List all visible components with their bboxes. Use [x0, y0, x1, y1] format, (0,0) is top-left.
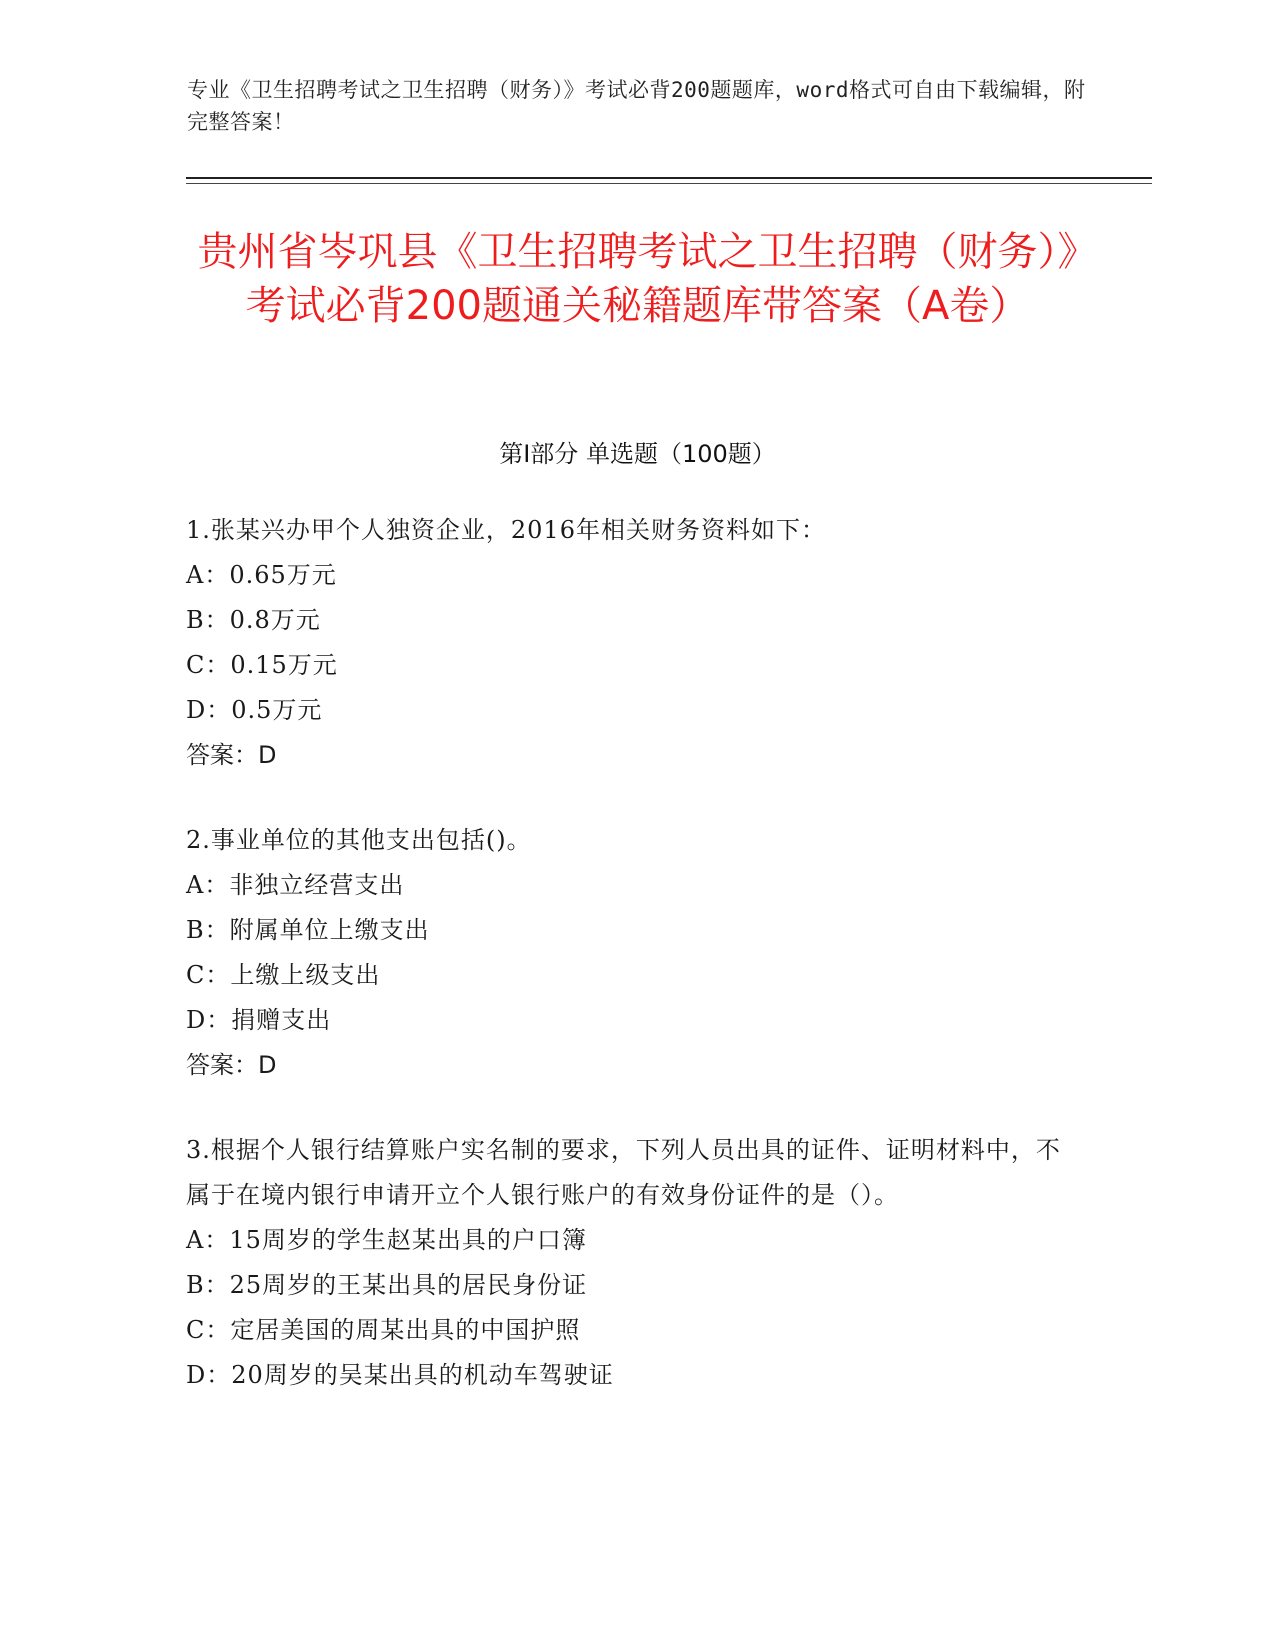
section-title: 第Ⅰ部分 单选题（100题）	[499, 440, 776, 468]
option-d: D：0.5万元	[186, 696, 323, 724]
option-c: C：上缴上级支出	[186, 961, 381, 989]
question-1	[186, 508, 1066, 778]
header-divider-thin	[186, 183, 1152, 184]
question-stem: 2.事业单位的其他支出包括()。	[186, 826, 532, 854]
document-title: 贵州省岑巩县《卫生招聘考试之卫生招聘（财务）》考试必背200题通关秘籍题库带答案（A卷）	[197, 229, 1078, 329]
question-stem: 1.张某兴办甲个人独资企业，2016年相关财务资料如下：	[186, 516, 826, 544]
question-2	[186, 818, 1066, 1088]
option-b: B：附属单位上缴支出	[186, 916, 430, 944]
option-c: C：0.15万元	[186, 651, 338, 679]
option-d: D：捐赠支出	[186, 1006, 332, 1034]
header-divider-thick	[186, 177, 1152, 179]
answer: 答案：D	[186, 741, 277, 769]
option-a: A：非独立经营支出	[186, 871, 405, 899]
answer: 答案：D	[186, 1051, 277, 1079]
option-a: A：15周岁的学生赵某出具的户口簿	[186, 1226, 587, 1254]
question-stem: 3.根据个人银行结算账户实名制的要求，下列人员出具的证件、证明材料中，不属于在境内银行申请开立个人银行账户的有效身份证件的是（）。	[186, 1136, 1061, 1209]
option-c: C：定居美国的周某出具的中国护照	[186, 1316, 581, 1344]
option-a: A：0.65万元	[186, 561, 337, 589]
option-d: D：20周岁的吴某出具的机动车驾驶证	[186, 1361, 614, 1389]
option-b: B：0.8万元	[186, 606, 321, 634]
header-note: 专业《卫生招聘考试之卫生招聘（财务）》考试必背200题题库，word格式可自由下载编辑，附完整答案！	[187, 78, 1086, 134]
question-3	[186, 1128, 1066, 1398]
option-b: B：25周岁的王某出具的居民身份证	[186, 1271, 588, 1299]
